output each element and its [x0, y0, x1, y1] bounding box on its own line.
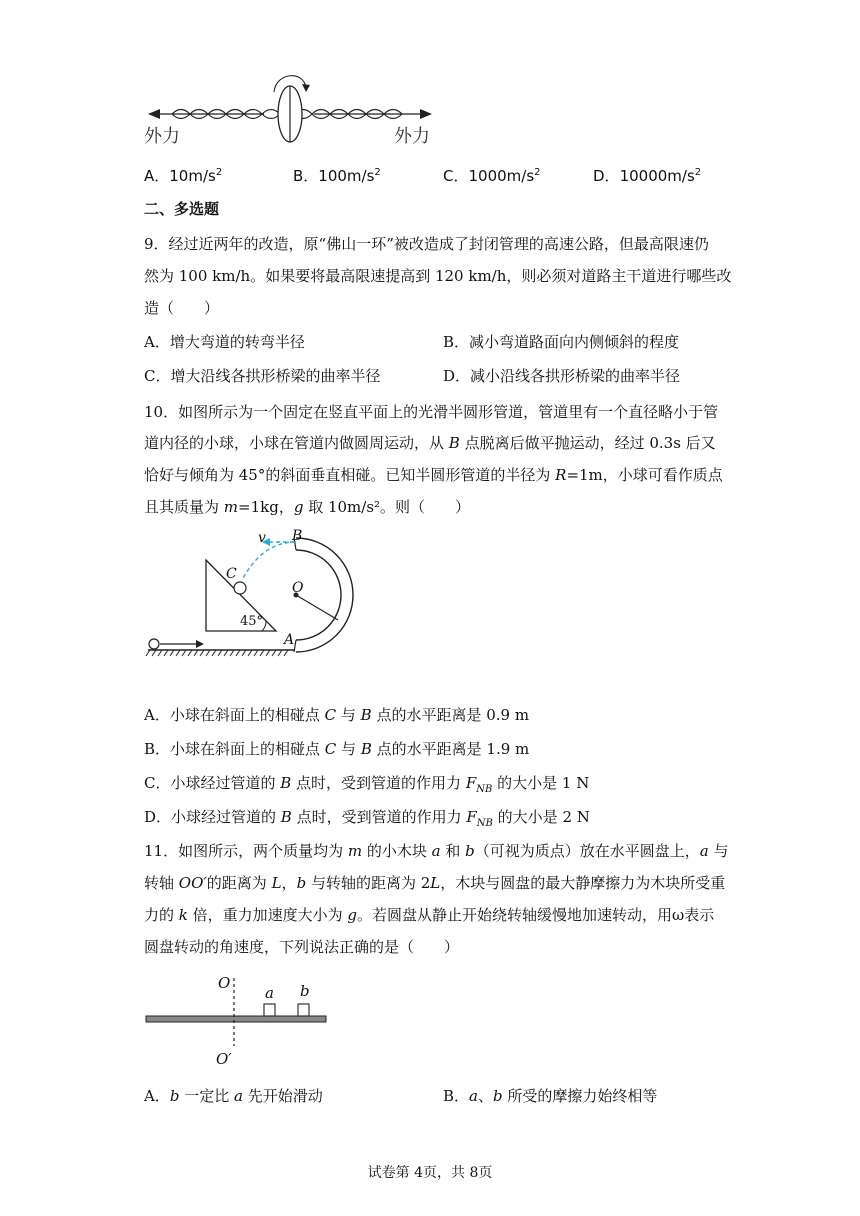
- label-v: v: [258, 530, 266, 546]
- q8-option-b: B．$100m/s^2$: [293, 167, 381, 185]
- q8-option-a: A．$10m/s^2$: [144, 167, 223, 185]
- section-title: 二、多选题: [144, 200, 220, 218]
- q11-line-1: 11．如图所示，两个质量均为 m 的小木块 a 和 b（可视为质点）放在水平圆盘上，a 与: [144, 842, 729, 860]
- label-b: b: [300, 982, 310, 1000]
- label-angle: 45°: [240, 614, 264, 629]
- label-C: C: [226, 566, 237, 582]
- label-B: B: [292, 528, 303, 544]
- label-O: O: [292, 580, 304, 596]
- q10-option-c: C．小球经过管道的 B 点时，受到管道的作用力 $F_{NB}$ 的大小是 1 N: [144, 774, 590, 795]
- left-force-label: 外力: [144, 126, 180, 147]
- q9-line-1: 9．经过近两年的改造，原“佛山一环”被改造成了封闭管理的高速公路，但最高限速仍: [144, 235, 709, 253]
- label-O-bottom: O′: [216, 1050, 232, 1068]
- q9-option-a: A．增大弯道的转弯半径: [144, 333, 305, 351]
- label-a: a: [265, 984, 274, 1002]
- q11-line-2: 转轴 OO′的距离为 L，b 与转轴的距离为 2L，木块与圆盘的最大静摩擦力为木块所受重: [144, 874, 726, 892]
- q9-option-d: D．减小沿线各拱形桥梁的曲率半径: [443, 367, 681, 385]
- q10-line-1: 10．如图所示为一个固定在竖直平面上的光滑半圆形管道，管道里有一个直径略小于管: [144, 403, 719, 421]
- q10-line-3: 恰好与倾角为 45°的斜面垂直相碰。已知半圆形管道的半径为 R=1m，小球可看作质点: [144, 466, 723, 484]
- q10-option-a: A．小球在斜面上的相碰点 C 与 B 点的水平距离是 0.9 m: [144, 706, 530, 724]
- q11-line-3: 力的 k 倍，重力加速度大小为 g。若圆盘从静止开始绕转轴缓慢地加速转动，用ω表示: [144, 906, 715, 924]
- q9-option-c: C．增大沿线各拱形桥梁的曲率半径: [144, 367, 381, 385]
- q8-option-d: D．$10000m/s^2$: [593, 167, 702, 185]
- q10-line-4: 且其质量为 m=1kg，g 取 10m/s²。则（ ）: [144, 498, 471, 516]
- q11-option-a: A．b 一定比 a 先开始滑动: [144, 1087, 323, 1105]
- q11-option-b: B．a、b 所受的摩擦力始终相等: [443, 1087, 658, 1105]
- q10-option-b: B．小球在斜面上的相碰点 C 与 B 点的水平距离是 1.9 m: [144, 740, 530, 758]
- q9-option-b: B．减小弯道路面向内侧倾斜的程度: [443, 333, 680, 351]
- q9-line-2: 然为 100 km/h。如果要将最高限速提高到 120 km/h，则必须对道路主干道进行哪些改: [144, 267, 732, 285]
- q11-figure: [144, 972, 334, 1072]
- rope-figure: [144, 64, 444, 154]
- q10-figure: [144, 528, 364, 668]
- page-footer: 试卷第 4页，共 8页: [367, 1165, 493, 1181]
- q8-option-c: C．$1000m/s^2$: [443, 167, 541, 185]
- label-O-top: O: [218, 974, 231, 992]
- q11-line-4: 圆盘转动的角速度，下列说法正确的是（ ）: [144, 938, 460, 956]
- pipe-incline-diagram: [144, 528, 364, 668]
- q10-line-2: 道内径的小球，小球在管道内做圆周运动，从 B 点脱离后做平抛运动，经过 0.3s 后又: [144, 434, 716, 452]
- label-A: A: [284, 632, 295, 648]
- q9-line-3: 造（ ）: [144, 299, 220, 317]
- q10-option-d: D．小球经过管道的 B 点时，受到管道的作用力 $F_{NB}$ 的大小是 2 N: [144, 808, 590, 829]
- right-force-label: 外力: [394, 126, 430, 147]
